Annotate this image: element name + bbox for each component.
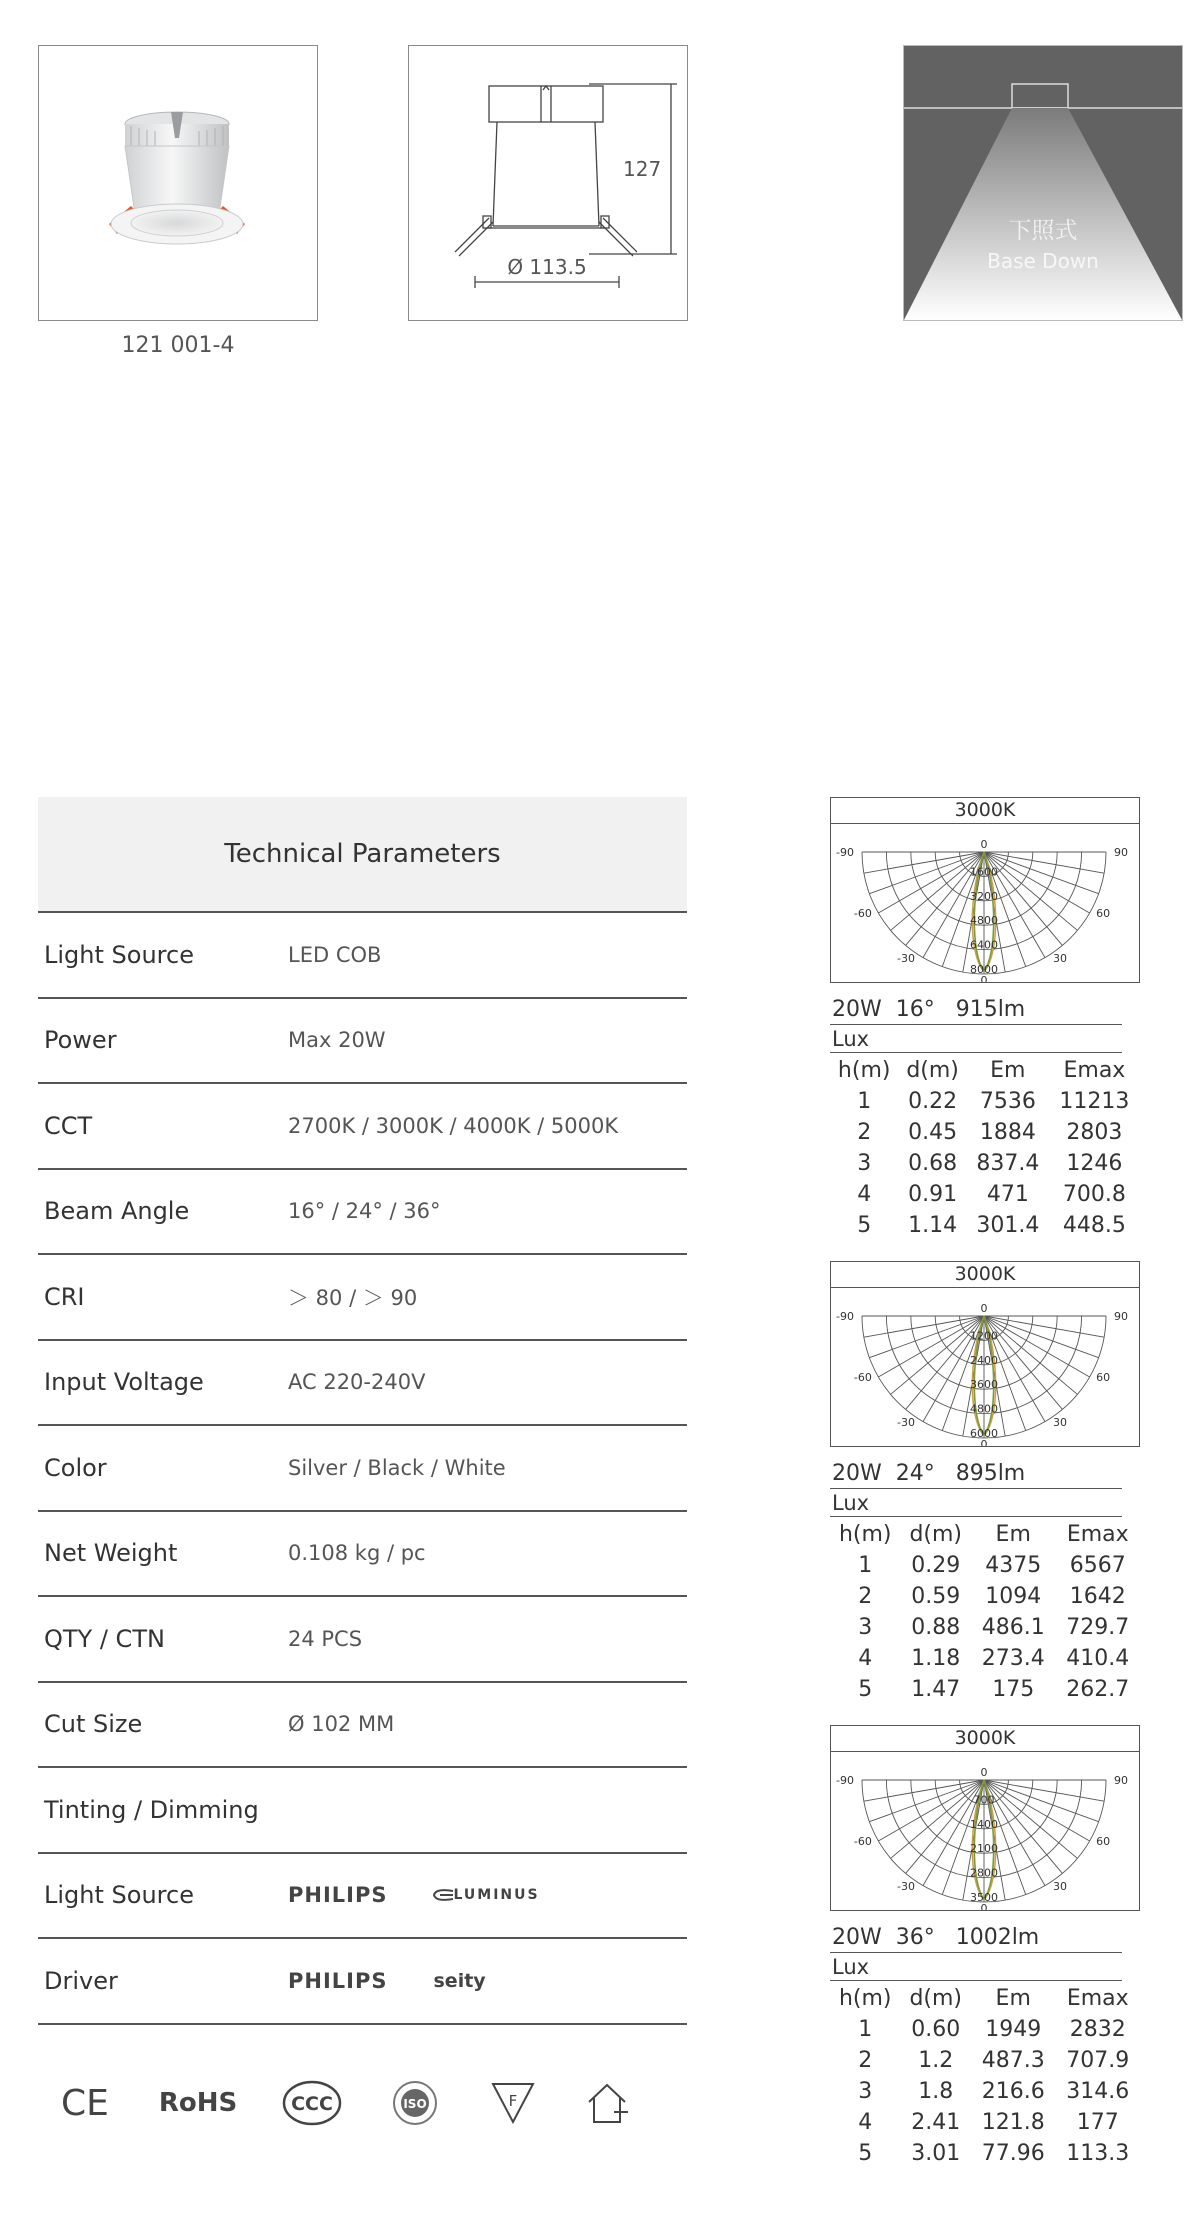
cell: 273.4 <box>981 1646 1045 1671</box>
model-code: 121 001-4 <box>121 333 235 358</box>
angle-label: -90 <box>836 1310 854 1323</box>
radial-label: 8000 <box>970 963 998 976</box>
iso-icon <box>390 2075 440 2131</box>
photometric-panel <box>830 1725 1145 2169</box>
cell: 410.4 <box>1066 1646 1130 1671</box>
lux-row <box>830 2045 1140 2076</box>
row-value: 16° / 24° / 36° <box>288 1199 441 1224</box>
radial-label: 3200 <box>970 889 998 903</box>
ccc-icon <box>282 2075 342 2131</box>
cell: 177 <box>1076 2110 1119 2135</box>
cell: 5 <box>857 1213 872 1238</box>
cell: 3.01 <box>911 2141 961 2166</box>
cell: 11213 <box>1059 1089 1130 1114</box>
radial-label: 700 <box>973 1793 995 1807</box>
luminus-icon <box>432 1888 454 1902</box>
row-value: 2700K / 3000K / 4000K / 5000K <box>288 1113 619 1138</box>
brand-logos <box>288 1883 540 1907</box>
row-label: CRI <box>44 1282 85 1311</box>
cell: 1.8 <box>918 2079 954 2104</box>
lux-row <box>830 1179 1140 1210</box>
cell: 1094 <box>985 1584 1042 1609</box>
lux-row <box>830 2107 1140 2138</box>
row-label: Color <box>44 1453 107 1482</box>
cell: 113.3 <box>1066 2141 1130 2166</box>
table-row <box>38 1768 687 1854</box>
angle-label: -90 <box>836 846 854 859</box>
lux-row <box>830 1550 1140 1581</box>
radial-label: 6400 <box>970 938 998 952</box>
col-header: Em <box>995 1522 1031 1547</box>
lux-unit: Lux <box>830 1953 1122 1981</box>
angle-label: -60 <box>853 1371 872 1384</box>
rohs-icon: RoHS <box>158 2088 238 2118</box>
lux-row <box>830 1210 1140 1241</box>
cell: 175 <box>992 1677 1035 1702</box>
brand-logos <box>288 1969 486 1993</box>
cell: 0.68 <box>908 1151 958 1176</box>
angle-label: -90 <box>836 1774 854 1787</box>
cell: 2803 <box>1066 1120 1123 1145</box>
cell: 3 <box>857 1151 872 1176</box>
col-header: d(m) <box>906 1058 959 1083</box>
cell: 1884 <box>979 1120 1036 1145</box>
technical-parameters-table <box>38 797 687 2025</box>
lux-row <box>830 2014 1140 2045</box>
angle-label: 90 <box>1114 1774 1128 1787</box>
cell: 121.8 <box>981 2110 1045 2135</box>
cell: 707.9 <box>1066 2048 1130 2073</box>
angle-label: 0 <box>980 1302 988 1315</box>
downlight-illustration <box>39 46 316 319</box>
cell: 0.88 <box>911 1615 961 1640</box>
radial-label: 2800 <box>970 1866 998 1880</box>
cell: 0.45 <box>908 1120 958 1145</box>
radial-label: 1600 <box>970 865 998 879</box>
lux-table <box>830 1055 1140 1241</box>
angle-label: 60 <box>1096 1835 1111 1848</box>
angle-label: 60 <box>1096 1371 1111 1384</box>
philips-logo: PHILIPS <box>288 1968 388 1993</box>
cell: 0.29 <box>911 1553 961 1578</box>
cell: 1246 <box>1066 1151 1123 1176</box>
row-value: LED COB <box>288 942 382 967</box>
beam-diagram <box>903 45 1183 321</box>
angle-label: -30 <box>897 1880 915 1894</box>
cell: 3 <box>858 1615 873 1640</box>
row-label: Tinting / Dimming <box>44 1795 259 1824</box>
ce-icon: CE <box>61 2082 109 2124</box>
cell: 4375 <box>985 1553 1042 1578</box>
cell: 262.7 <box>1066 1677 1130 1702</box>
cell: 0.22 <box>908 1089 958 1114</box>
cell: 0.91 <box>908 1182 958 1207</box>
col-header: Emax <box>1066 1986 1129 2011</box>
radial-label: 4800 <box>970 914 998 928</box>
angle-label: -30 <box>897 1416 915 1430</box>
spec-line: 20W 24° 895lm <box>830 1459 1122 1489</box>
cell: 1949 <box>985 2017 1042 2042</box>
col-header: h(m) <box>837 1058 891 1083</box>
cell: 3 <box>858 2079 873 2104</box>
col-header: Emax <box>1066 1522 1129 1547</box>
cell: 486.1 <box>981 1615 1045 1640</box>
angle-label: 0 <box>980 1902 988 1910</box>
cell: 5 <box>858 1677 873 1702</box>
table-row <box>38 1341 687 1427</box>
row-label: Power <box>44 1026 117 1055</box>
spec-line: 20W 16° 915lm <box>830 995 1122 1025</box>
radial-label: 4800 <box>970 1402 998 1416</box>
lux-row <box>830 2138 1140 2169</box>
cell: 77.96 <box>981 2141 1045 2166</box>
radial-label: 3500 <box>970 1891 998 1904</box>
table-row <box>38 1854 687 1940</box>
polar-cct: 3000K <box>831 1262 1139 1288</box>
row-label: Beam Angle <box>44 1197 190 1226</box>
cell: 1 <box>858 1553 873 1578</box>
angle-label: 30 <box>1053 952 1067 966</box>
row-label: Net Weight <box>44 1539 178 1568</box>
table-row <box>38 1683 687 1769</box>
angle-label: 60 <box>1096 907 1111 920</box>
beam-label-cn: 下照式 <box>1008 218 1078 244</box>
f-mark-text: F <box>508 2092 518 2110</box>
radial-label: 6000 <box>970 1427 998 1440</box>
row-label: QTY / CTN <box>44 1624 165 1653</box>
col-header: d(m) <box>909 1522 963 1547</box>
cell: 216.6 <box>981 2079 1045 2104</box>
lux-row <box>830 2076 1140 2107</box>
angle-label: -60 <box>853 1835 872 1848</box>
angle-label: -60 <box>853 907 872 920</box>
cell: 2832 <box>1069 2017 1126 2042</box>
table-row <box>38 1426 687 1512</box>
angle-label: 30 <box>1053 1880 1067 1894</box>
cell: 4 <box>858 1646 873 1671</box>
cell: 2 <box>858 1584 873 1609</box>
cell: 2.41 <box>911 2110 961 2135</box>
row-value: ＞ 80 / ＞ 90 <box>288 1285 418 1310</box>
row-label: Light Source <box>44 1881 194 1910</box>
angle-label: 0 <box>980 838 988 851</box>
polar-chart <box>831 1752 1138 1910</box>
ccc-text: CCC <box>291 2093 333 2115</box>
photometric-panel <box>830 1261 1145 1705</box>
house-icon <box>582 2075 632 2131</box>
cell: 487.3 <box>981 2048 1045 2073</box>
col-header: d(m) <box>909 1986 963 2011</box>
iso-text: ISO <box>403 2097 427 2111</box>
cell: 4 <box>858 2110 873 2135</box>
table-header: Technical Parameters <box>38 797 687 913</box>
product-photo <box>38 45 318 321</box>
cell: 1642 <box>1069 1584 1126 1609</box>
lux-header-row <box>830 1519 1140 1550</box>
beam-label-en: Base Down <box>987 249 1099 273</box>
polar-diagram <box>830 797 1140 983</box>
cell: 4 <box>857 1182 872 1207</box>
cell: 837.4 <box>976 1151 1040 1176</box>
cell: 2 <box>858 2048 873 2073</box>
diameter-dimension: Ø 113.5 <box>507 255 587 279</box>
cell: 6567 <box>1069 1553 1126 1578</box>
row-value: 24 PCS <box>288 1626 363 1651</box>
polar-cct: 3000K <box>831 1726 1139 1752</box>
angle-label: 0 <box>980 1438 988 1446</box>
angle-label: 0 <box>980 974 988 982</box>
row-value: Silver / Black / White <box>288 1455 506 1480</box>
angle-label: 0 <box>980 1766 988 1779</box>
certification-icons <box>60 2075 660 2135</box>
col-header: Emax <box>1063 1058 1126 1083</box>
row-label: Light Source <box>44 940 194 969</box>
cell: 729.7 <box>1066 1615 1130 1640</box>
lux-row <box>830 1643 1140 1674</box>
radial-label: 3600 <box>970 1378 998 1392</box>
lux-row <box>830 1086 1140 1117</box>
row-label: Input Voltage <box>44 1368 204 1397</box>
cell: 0.60 <box>911 2017 961 2042</box>
table-row <box>38 1255 687 1341</box>
polar-chart <box>831 1288 1138 1446</box>
table-row <box>38 1939 687 2025</box>
cell: 0.59 <box>911 1584 961 1609</box>
lux-row <box>830 1581 1140 1612</box>
cell: 448.5 <box>1062 1213 1126 1238</box>
lux-unit: Lux <box>830 1489 1122 1517</box>
cell: 700.8 <box>1062 1182 1126 1207</box>
lux-header-row <box>830 1055 1140 1086</box>
row-label: Cut Size <box>44 1710 143 1739</box>
dimension-drawing <box>408 45 688 321</box>
cell: 1.47 <box>911 1677 961 1702</box>
cell: 1 <box>857 1089 872 1114</box>
polar-chart <box>831 824 1138 982</box>
photometric-panel <box>830 797 1145 1241</box>
table-row <box>38 1170 687 1256</box>
luminus-logo: LUMINUS <box>432 1887 540 1903</box>
philips-logo: PHILIPS <box>288 1883 388 1908</box>
table-row <box>38 1597 687 1683</box>
table-row <box>38 913 687 999</box>
radial-label: 1400 <box>970 1817 998 1831</box>
angle-label: 90 <box>1114 846 1128 859</box>
cell: 1.14 <box>908 1213 958 1238</box>
cell: 2 <box>857 1120 872 1145</box>
angle-label: -30 <box>897 952 915 966</box>
polar-cct: 3000K <box>831 798 1139 824</box>
lux-table <box>830 1519 1140 1705</box>
radial-label: 2100 <box>970 1842 998 1856</box>
table-row <box>38 1512 687 1598</box>
dimension-svg <box>409 46 686 319</box>
height-dimension: 127 <box>623 157 662 181</box>
cell: 1.18 <box>911 1646 961 1671</box>
cell: 7536 <box>979 1089 1036 1114</box>
row-value: Max 20W <box>288 1028 386 1053</box>
lux-row <box>830 1674 1140 1705</box>
polar-diagram <box>830 1725 1140 1911</box>
row-label: CCT <box>44 1111 93 1140</box>
radial-label: 2400 <box>970 1353 998 1367</box>
polar-diagram <box>830 1261 1140 1447</box>
cell: 471 <box>986 1182 1029 1207</box>
angle-label: 90 <box>1114 1310 1128 1323</box>
lux-table <box>830 1983 1140 2169</box>
cell: 314.6 <box>1066 2079 1130 2104</box>
row-value: 0.108 kg / pc <box>288 1541 426 1566</box>
row-label: Driver <box>44 1966 118 1995</box>
lux-unit: Lux <box>830 1025 1122 1053</box>
spec-line: 20W 36° 1002lm <box>830 1923 1122 1953</box>
cell: 1.2 <box>918 2048 954 2073</box>
angle-label: 30 <box>1053 1416 1067 1430</box>
lux-row <box>830 1117 1140 1148</box>
lux-row <box>830 1148 1140 1179</box>
row-value: Ø 102 MM <box>288 1712 395 1737</box>
col-header: h(m) <box>838 1986 892 2011</box>
lux-row <box>830 1612 1140 1643</box>
lux-header-row <box>830 1983 1140 2014</box>
row-value: AC 220-240V <box>288 1370 426 1395</box>
cell: 5 <box>858 2141 873 2166</box>
radial-label: 1200 <box>970 1329 998 1343</box>
seity-logo: seity <box>433 1969 486 1992</box>
col-header: h(m) <box>838 1522 892 1547</box>
beam-svg <box>904 46 1182 320</box>
table-row <box>38 1084 687 1170</box>
table-row <box>38 999 687 1085</box>
col-header: Em <box>990 1058 1026 1083</box>
cell: 1 <box>858 2017 873 2042</box>
f-mark-icon <box>488 2075 538 2131</box>
cell: 301.4 <box>976 1213 1040 1238</box>
col-header: Em <box>995 1986 1031 2011</box>
